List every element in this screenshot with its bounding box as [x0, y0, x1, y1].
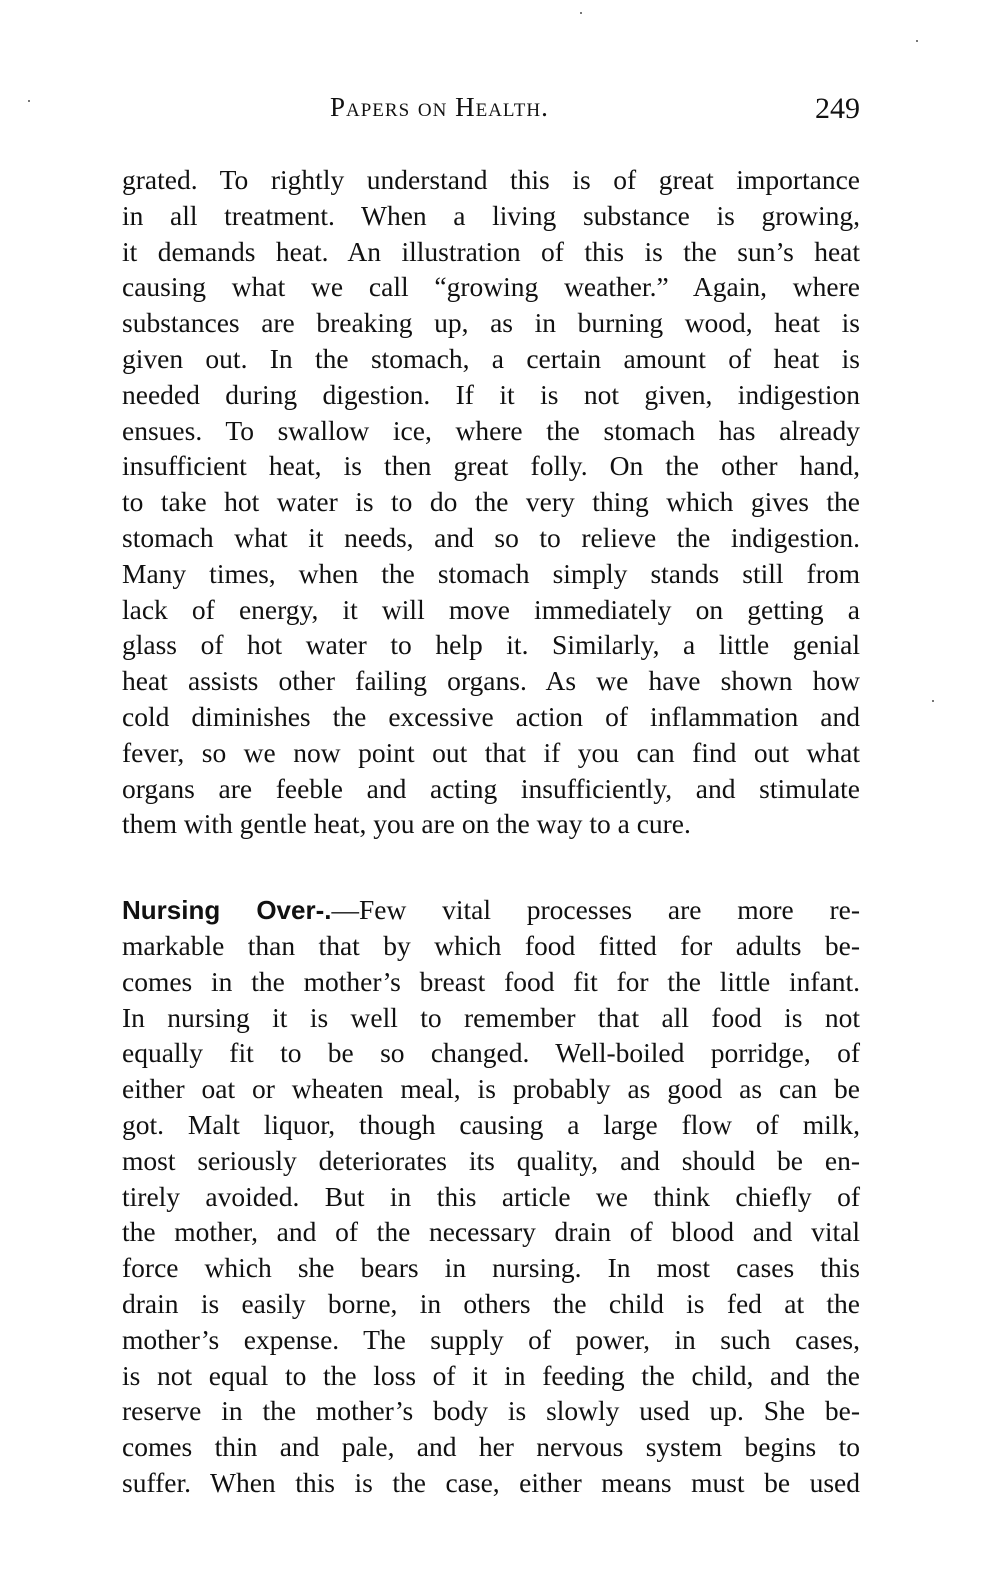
running-title: Papers on Health.: [330, 92, 549, 122]
first-line-text: —Few vital processes are more re-: [331, 894, 860, 926]
text-line: got. Malt liquor, though causing a large flow of milk,: [122, 1108, 860, 1140]
text-line: drain is easily borne, in others the child is fed at the: [122, 1287, 860, 1319]
text-line: glass of hot water to help it. Similarly, a little genial: [122, 629, 860, 661]
text-line: mother’s expense. The supply of power, in such cases,: [122, 1323, 860, 1355]
page-number: 249: [815, 92, 860, 125]
text-line: heat assists other failing organs. As we have shown how: [122, 665, 860, 697]
text-line: cold diminishes the excessive action of inflammation and: [122, 700, 860, 732]
text-line: insufficient heat, is then great folly. On the other hand,: [122, 450, 860, 482]
text-line: ensues. To swallow ice, where the stomach has already: [122, 414, 860, 446]
scan-speck: [580, 12, 582, 14]
text-line: stomach what it needs, and so to relieve the indigestion.: [122, 521, 860, 553]
page-header: [122, 92, 860, 132]
text-line: suffer. When this is the case, either means must be used: [122, 1466, 860, 1498]
text-line: organs are feeble and acting insufficiently, and stimulate: [122, 772, 860, 804]
text-line: substances are breaking up, as in burning wood, heat is: [122, 307, 860, 339]
text-line: tirely avoided. But in this article we think chiefly of: [122, 1180, 860, 1212]
text-line-first: [122, 892, 860, 928]
text-line: given out. In the stomach, a certain amount of heat is: [122, 342, 860, 374]
text-line: force which she bears in nursing. In most cases this: [122, 1252, 860, 1284]
text-line: comes in the mother’s breast food fit for the little infant.: [122, 965, 860, 997]
text-line: grated. To rightly understand this is of great importance: [122, 164, 860, 195]
paragraph-gap: [122, 842, 860, 892]
text-line: most seriously deteriorates its quality, and should be en-: [122, 1144, 860, 1176]
text-line: Many times, when the stomach simply stands still from: [122, 557, 860, 589]
page-body: [122, 162, 860, 1501]
text-line: In nursing it is well to remember that all food is not: [122, 1001, 860, 1033]
text-line: the mother, and of the necessary drain of blood and vital: [122, 1216, 860, 1248]
text-line: needed during digestion. If it is not given, indigestion: [122, 378, 860, 410]
text-line: them with gentle heat, you are on the way to a cure.: [122, 808, 691, 840]
text-line: lack of energy, it will move immediately on getting a: [122, 593, 860, 625]
text-line: in all treatment. When a living substance is growing,: [122, 199, 860, 231]
paragraph-heat-treatment: [122, 162, 860, 842]
text-line: either oat or wheaten meal, is probably as good as can be: [122, 1073, 860, 1105]
paragraph-nursing-over: [122, 892, 860, 1501]
scan-speck: [932, 700, 934, 702]
section-heading: Nursing Over-.: [122, 895, 332, 926]
text-line: comes thin and pale, and her nervous system begins to: [122, 1431, 860, 1463]
text-line: equally fit to be so changed. Well-boiled porridge, of: [122, 1037, 860, 1069]
text-line: it demands heat. An illustration of this is the sun’s heat: [122, 235, 860, 267]
text-line: causing what we call “growing weather.” Again, where: [122, 271, 860, 303]
text-line: markable than that by which food fitted for adults be-: [122, 929, 860, 961]
text-line: reserve in the mother’s body is slowly used up. She be-: [122, 1395, 860, 1427]
scan-speck: [28, 100, 30, 102]
text-line: is not equal to the loss of it in feeding the child, and the: [122, 1359, 860, 1391]
scan-speck: [916, 40, 918, 42]
text-line: to take hot water is to do the very thing which gives the: [122, 486, 860, 518]
text-line: fever, so we now point out that if you can find out what: [122, 736, 860, 768]
